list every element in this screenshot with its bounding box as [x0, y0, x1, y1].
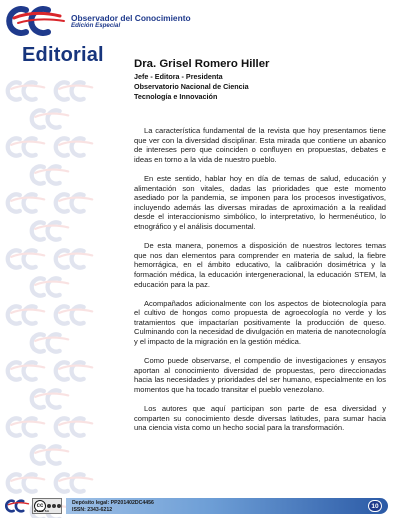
watermark-logo-icon: [28, 274, 74, 300]
license-text: BY NC SA: [34, 509, 50, 513]
body-paragraph: La característica fundamental de la revista que hoy presentamos tiene que ver con la diversidad disciplinar. Esta mirada que contiene un abanico de intereses pero que coinciden o confluyen en propuestas, debates e ideas en torno a la vida de nuestro pueblo.: [134, 126, 386, 164]
decorative-logo-column: [0, 0, 100, 518]
author-name: Dra. Grisel Romero Hiller: [134, 58, 270, 70]
editorial-body: [134, 126, 386, 443]
section-heading: Editorial: [22, 44, 104, 66]
creative-commons-icon[interactable]: cc BY NC SA: [32, 498, 62, 514]
body-paragraph: Como puede observarse, el compendio de investigaciones y ensayos aportan al conocimiento diversidad de propuestas, pero direccionadas hacia las necesidades y prioridades del ser humano, especialmente en los momentos que ha tocado transitar el pueblo venezolano.: [134, 356, 386, 395]
watermark-logo-icon: [28, 162, 74, 188]
watermark-logo-icon: [4, 302, 50, 328]
legal-deposit: Depósito legal: PP201402DC4456: [72, 500, 154, 506]
watermark-logo-icon: [52, 190, 98, 216]
watermark-logo-icon: [4, 78, 50, 104]
watermark-logo-icon: [4, 190, 50, 216]
author-organization: Observatorio Nacional de Ciencia: [134, 82, 249, 91]
watermark-logo-icon: [52, 78, 98, 104]
author-block: [134, 58, 394, 102]
journal-subtitle: Edición Especial: [71, 22, 121, 29]
body-paragraph: En este sentido, hablar hoy en día de temas de salud, educación y alimentación son vitales, dadas las prioridades que este momento asediado por la pandemia, se imponen para los procesos investigativos, incluyendo además las diversas miradas de aproximación a la realidad desde el interaccionismo simbólico, lo interpretativo, lo hermenéutico, lo etnográfico y el análisis documental.: [134, 173, 386, 231]
body-paragraph: De esta manera, ponemos a disposición de nuestros lectores temas que nos dan elementos para comprender en materia de salud, la fiebre hemorrágica, en el ámbito educativo, la calibración dosimétrica y la formación médica, la educación intergeneracional, la educación STEM, la educación para la paz.: [134, 241, 386, 289]
body-paragraph: Los autores que aquí participan son parte de esa diversidad y comparten su conocimiento desde diversas latitudes, para sumar hacia una ciencia vista como un hecho social para la transformación.: [134, 404, 386, 433]
watermark-logo-icon: [52, 134, 98, 160]
author-organization-line-2: Tecnología e Innovación: [134, 92, 218, 101]
oc-footer-logo-icon: [4, 497, 32, 515]
watermark-logo-icon: [52, 470, 98, 496]
watermark-logo-icon: [28, 442, 74, 468]
watermark-logo-icon: [4, 134, 50, 160]
watermark-logo-icon: [52, 246, 98, 272]
page-number: 10: [368, 500, 382, 512]
body-paragraph: Acompañados adicionalmente con los aspectos de biotecnología para el cultivo de hongos como propuesta de agroecología no verde y los tratamientos que impactarían positivamente la producción de queso. Culminando con la necesidad de divulgación en materia de nanotecnología y el impacto de la migración en la gestión médica.: [134, 298, 386, 347]
watermark-logo-icon: [52, 414, 98, 440]
watermark-logo-icon: [4, 414, 50, 440]
watermark-logo-icon: [4, 246, 50, 272]
journal-title: Observador del Conocimiento: [71, 13, 191, 23]
journal-header: [4, 4, 304, 38]
watermark-logo-icon: [28, 386, 74, 412]
watermark-logo-icon: [28, 218, 74, 244]
oc-logo-icon: [4, 6, 68, 36]
watermark-logo-icon: [28, 330, 74, 356]
page-footer: [0, 494, 411, 518]
watermark-logo-icon: [4, 470, 50, 496]
watermark-logo-icon: [52, 358, 98, 384]
watermark-logo-icon: [28, 106, 74, 132]
author-role: Jefe - Editora - Presidenta: [134, 72, 223, 81]
issn: ISSN: 2343-6212: [72, 507, 113, 513]
watermark-logo-icon: [4, 358, 50, 384]
watermark-logo-icon: [52, 302, 98, 328]
